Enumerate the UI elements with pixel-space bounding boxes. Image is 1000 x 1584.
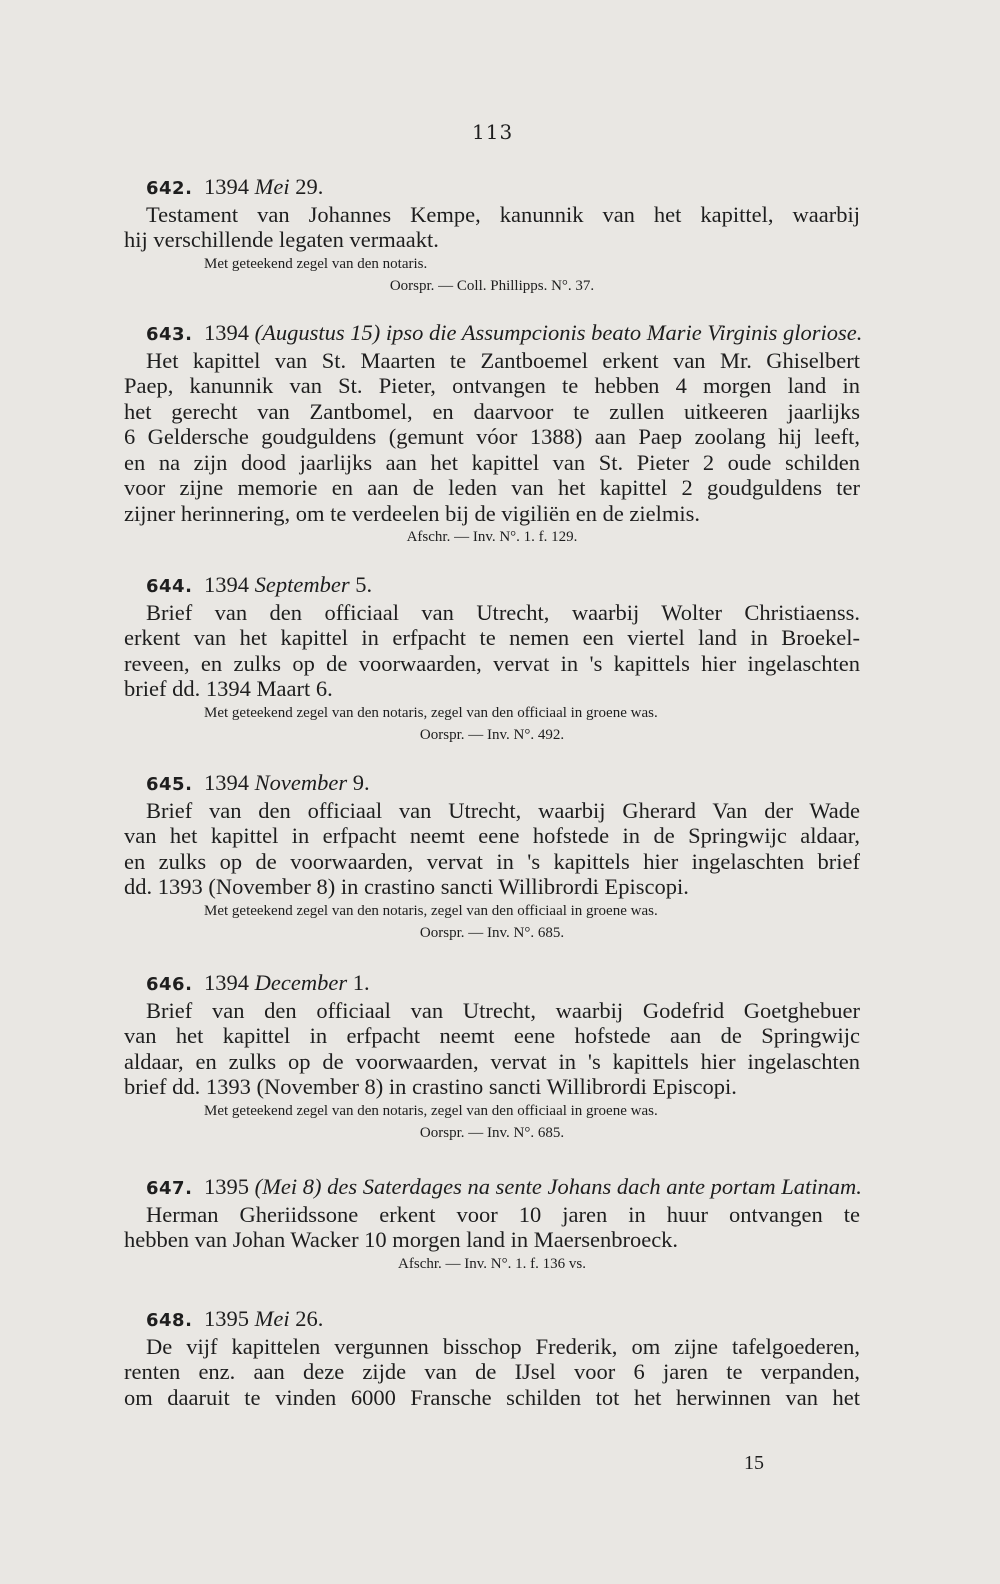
entry-645 <box>124 770 860 944</box>
entry-year: 1394 <box>204 572 250 597</box>
entry-642 <box>124 174 860 297</box>
entry-text-line: Het kapittel van St. Maarten te Zantboemel erkent van Mr. Ghiselbert <box>146 347 860 373</box>
entry-date-italic: Mei <box>254 1306 290 1331</box>
entry-number: 642. <box>146 178 193 199</box>
entry-date-rest: 9. <box>352 770 370 795</box>
signature-mark: 15 <box>744 1452 764 1474</box>
entry-heading <box>124 320 863 348</box>
entry-text-line: De vijf kapittelen vergunnen bisschop Frederik, om zijne tafelgoederen, <box>146 1333 860 1359</box>
entry-text-line: dd. 1393 (November 8) in crastino sancti Willibrordi Episcopi. <box>124 874 689 899</box>
entry-year: 1395 <box>204 1306 250 1331</box>
entry-643 <box>124 320 863 548</box>
archive-reference: Oorspr. — Inv. N°. 685. <box>419 1124 565 1141</box>
entry-text-line: Brief van den officiaal van Utrecht, waarbij Wolter Christiaenss. <box>146 599 860 625</box>
archive-reference: Oorspr. — Inv. N°. 685. <box>419 924 565 941</box>
entry-text-line: Brief van den officiaal van Utrecht, waarbij Godefrid Goetghebuer <box>146 997 860 1023</box>
entry-number: 646. <box>146 974 193 995</box>
entry-date-rest: 29. <box>295 174 324 199</box>
entry-text-line: brief dd. 1394 Maart 6. <box>124 676 333 701</box>
entry-date-italic: (Augustus 15) ipso die Assumpcionis beato Marie Virginis gloriose. <box>254 320 863 345</box>
entry-text-line: voor zijne memorie en aan de leden van het kapittel 2 goudguldens ter <box>124 475 860 500</box>
entry-text-line: renten enz. aan deze zijde van de IJsel voor 6 jaren te verpanden, <box>124 1359 860 1384</box>
entry-text-line: om daaruit te vinden 6000 Fransche schilden tot het herwinnen van het <box>124 1384 860 1410</box>
entry-number: 645. <box>146 774 193 795</box>
entry-text-line: 6 Geldersche goudguldens (gemunt vóor 1388) aan Paep zoolang hij leeft, <box>124 424 860 449</box>
entry-number: 644. <box>146 576 193 597</box>
entry-text-line: aldaar, en zulks op de voorwaarden, vervat in 's kapittels hier ingelaschten <box>124 1048 860 1074</box>
entry-date-italic: November <box>254 770 348 795</box>
seal-note: Met geteekend zegel van den notaris. <box>204 255 428 272</box>
entry-year: 1394 <box>204 320 250 345</box>
entry-heading <box>124 174 860 202</box>
entry-text-line: erkent van het kapittel in erfpacht te nemen een viertel land in Broekel- <box>124 625 860 650</box>
archive-reference: Afschr. — Inv. N°. 1. f. 129. <box>406 529 578 545</box>
entry-text-line: Brief van den officiaal van Utrecht, waarbij Gherard Van der Wade <box>146 797 860 823</box>
entry-date-italic: Mei <box>254 174 290 199</box>
entry-text-line: hebben van Johan Wacker 10 morgen land in Maersenbroeck. <box>124 1227 679 1252</box>
entry-date-italic: December <box>254 970 348 995</box>
entry-heading <box>124 1306 860 1334</box>
page-number: 113 <box>472 120 514 144</box>
entry-644 <box>124 572 860 746</box>
entry-year: 1394 <box>204 174 250 199</box>
entry-date-italic: September <box>254 572 350 597</box>
entry-year: 1394 <box>204 770 250 795</box>
entry-648 <box>124 1306 860 1410</box>
entry-year: 1394 <box>204 970 250 995</box>
entry-text-line: van het kapittel in erfpacht neemt eene hofstede in de Springwijc aldaar, <box>124 823 860 848</box>
entry-text-line: zijner herinnering, om te verdeelen bij de vigiliën en de zielmis. <box>124 500 701 526</box>
archive-reference: Oorspr. — Coll. Phillipps. N°. 37. <box>389 277 595 294</box>
entry-text-line: en zulks op de voorwaarden, vervat in 's kapittels hier ingelaschten brief <box>124 848 860 874</box>
seal-note: Met geteekend zegel van den notaris, zegel van den officiaal in groene was. <box>204 1102 658 1119</box>
entry-text-line: en na zijn dood jaarlijks aan het kapittel van St. Pieter 2 oude schilden <box>124 449 860 475</box>
entry-text-line: van het kapittel in erfpacht neemt eene hofstede aan de Springwijc <box>124 1023 860 1048</box>
entry-number: 648. <box>146 1310 193 1331</box>
entry-year: 1395 <box>204 1174 250 1199</box>
entry-text-line: hij verschillende legaten vermaakt. <box>124 227 439 252</box>
entry-date-italic: (Mei 8) des Saterdages na sente Johans dach ante portam Latinam. <box>254 1174 862 1199</box>
seal-note: Met geteekend zegel van den notaris, zegel van den officiaal in groene was. <box>204 704 658 721</box>
archive-reference: Afschr. — Inv. N°. 1. f. 136 vs. <box>398 1255 586 1272</box>
entry-text-line: brief dd. 1393 (November 8) in crastino sancti Willibrordi Episcopi. <box>124 1074 737 1099</box>
seal-note: Met geteekend zegel van den notaris, zegel van den officiaal in groene was. <box>204 902 658 919</box>
entry-text-line: Paep, kanunnik van St. Pieter, ontvangen te hebben 4 morgen land in <box>124 373 860 398</box>
entry-heading <box>124 770 860 798</box>
entry-number: 647. <box>146 1178 193 1199</box>
entry-date-rest: 5. <box>355 572 373 597</box>
entry-date-rest: 1. <box>352 970 370 995</box>
entry-text-line: Testament van Johannes Kempe, kanunnik van het kapittel, waarbij <box>146 201 860 227</box>
entry-text-line: Herman Gheriidssone erkent voor 10 jaren in huur ontvangen te <box>146 1201 860 1227</box>
archive-reference: Oorspr. — Inv. N°. 492. <box>419 726 565 743</box>
entry-646 <box>124 970 860 1144</box>
entry-text-line: het gerecht van Zantbomel, en daarvoor te zullen uitkeeren jaarlijks <box>124 398 860 424</box>
entry-text-line: reveen, en zulks op de voorwaarden, vervat in 's kapittels hier ingelaschten <box>124 650 860 676</box>
entry-heading <box>124 970 860 998</box>
entry-heading <box>124 572 860 600</box>
entry-date-rest: 26. <box>295 1306 324 1331</box>
entry-heading <box>124 1174 860 1202</box>
entry-647 <box>124 1174 860 1275</box>
entry-number: 643. <box>146 324 193 345</box>
